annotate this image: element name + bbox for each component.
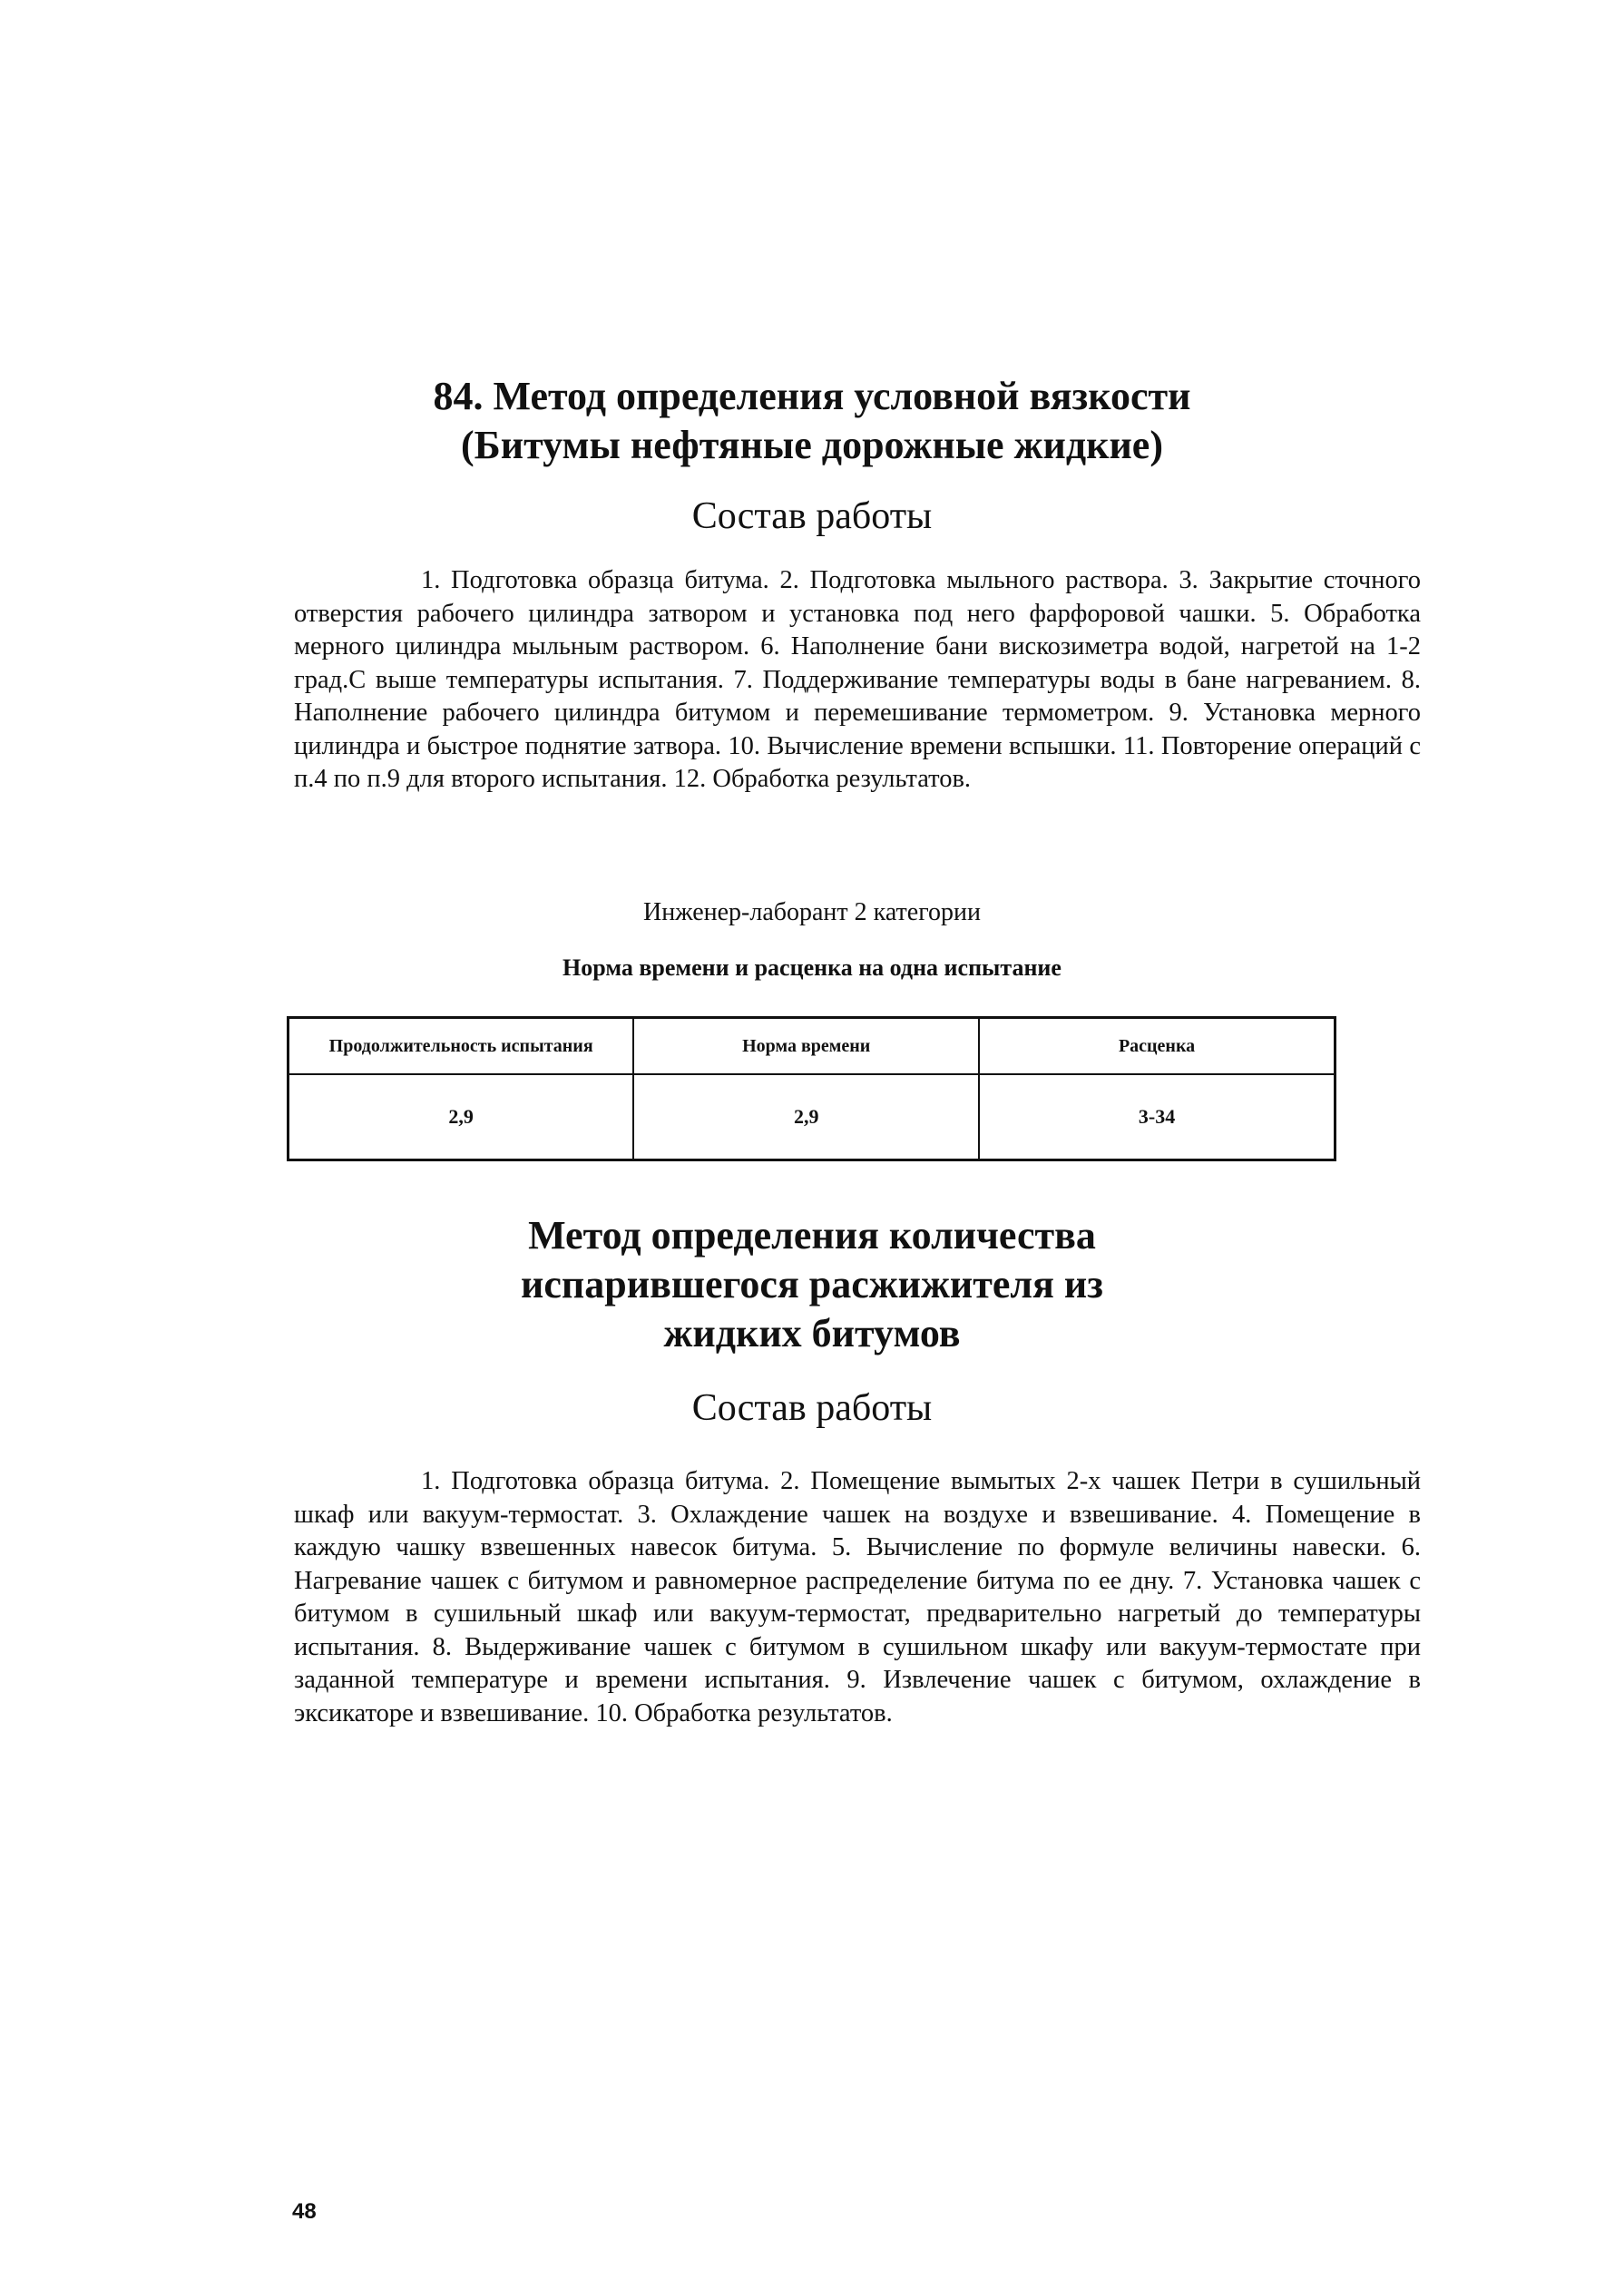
section1-work-text — [294, 564, 1421, 797]
header-duration: Продолжительность испытания — [289, 1018, 634, 1075]
header-rate: Расценка — [979, 1018, 1335, 1075]
norm-table-title: Норма времени и расценка на одна испытание — [563, 954, 1061, 981]
header-time-norm: Норма времени — [633, 1018, 979, 1075]
norm-rate-table — [287, 1016, 1336, 1161]
cell-rate: 3-34 — [979, 1074, 1335, 1160]
cell-duration: 2,9 — [289, 1074, 634, 1160]
section2-work-text — [294, 1465, 1421, 1730]
section2-subtitle: Состав работы — [691, 1387, 933, 1429]
page-number: 48 — [292, 2199, 317, 2224]
section2-title-line3: жидких битумов — [663, 1311, 961, 1355]
section1-subtitle: Состав работы — [691, 495, 933, 537]
section1-work-text-content: 1. Подготовка образца битума. 2. Подготовка мыльного раствора. 3. Закрытие сточного отверстия рабочего цилиндра затвором и установка под него фарфоровой чашки. 5. Обработка мерного цилиндра мыльным раствором. 6. Наполнение бани вискозиметра водой, нагретой на 1-2 град.С выше температуры испытания. 7. Поддерживание температуры воды в бане нагреванием. 8. Наполнение рабочего цилиндра битумом и перемешивание термометром. 9. Установка мерного цилиндра и быстрое поднятие затвора. 10. Вычисление времени вспышки. 11. Повторение операций с п.4 по п.9 для второго испытания. 12. Обработка результатов. — [294, 566, 1421, 793]
worker-role: Инженер-лаборант 2 категории — [643, 898, 981, 926]
table-header-row — [289, 1018, 1335, 1075]
section2-work-text-content: 1. Подготовка образца битума. 2. Помещение вымытых 2-х чашек Петри в сушильный шкаф или вакуум-термостат. 3. Охлаждение чашек на воздухе и взвешивание. 4. Помещение в каждую чашку взвешенных навесок битума. 5. Вычисление по формуле величины навески. 6. Нагревание чашек с битумом и равномерное распределение битума по ее дну. 7. Установка чашек с битумом в сушильный шкаф или вакуум-термостат, предварительно нагретый до температуры испытания. 8. Выдерживание чашек с битумом в сушильном шкафу или вакуум-термостате при заданной температуре и времени испытания. 9. Извлечение чашек с битумом, охлаждение в эксикаторе и взвешивание. 10. Обработка результатов. — [294, 1467, 1421, 1727]
section1-title-line1: 84. Метод определения условной вязкости — [433, 374, 1191, 418]
section1-title-line2: (Битумы нефтяные дорожные жидкие) — [461, 423, 1163, 467]
cell-time-norm: 2,9 — [633, 1074, 979, 1160]
table-row — [289, 1074, 1335, 1160]
section2-title-line1: Метод определения количества — [528, 1213, 1096, 1257]
section2-title-line2: испарившегося расжижителя из — [521, 1262, 1103, 1306]
